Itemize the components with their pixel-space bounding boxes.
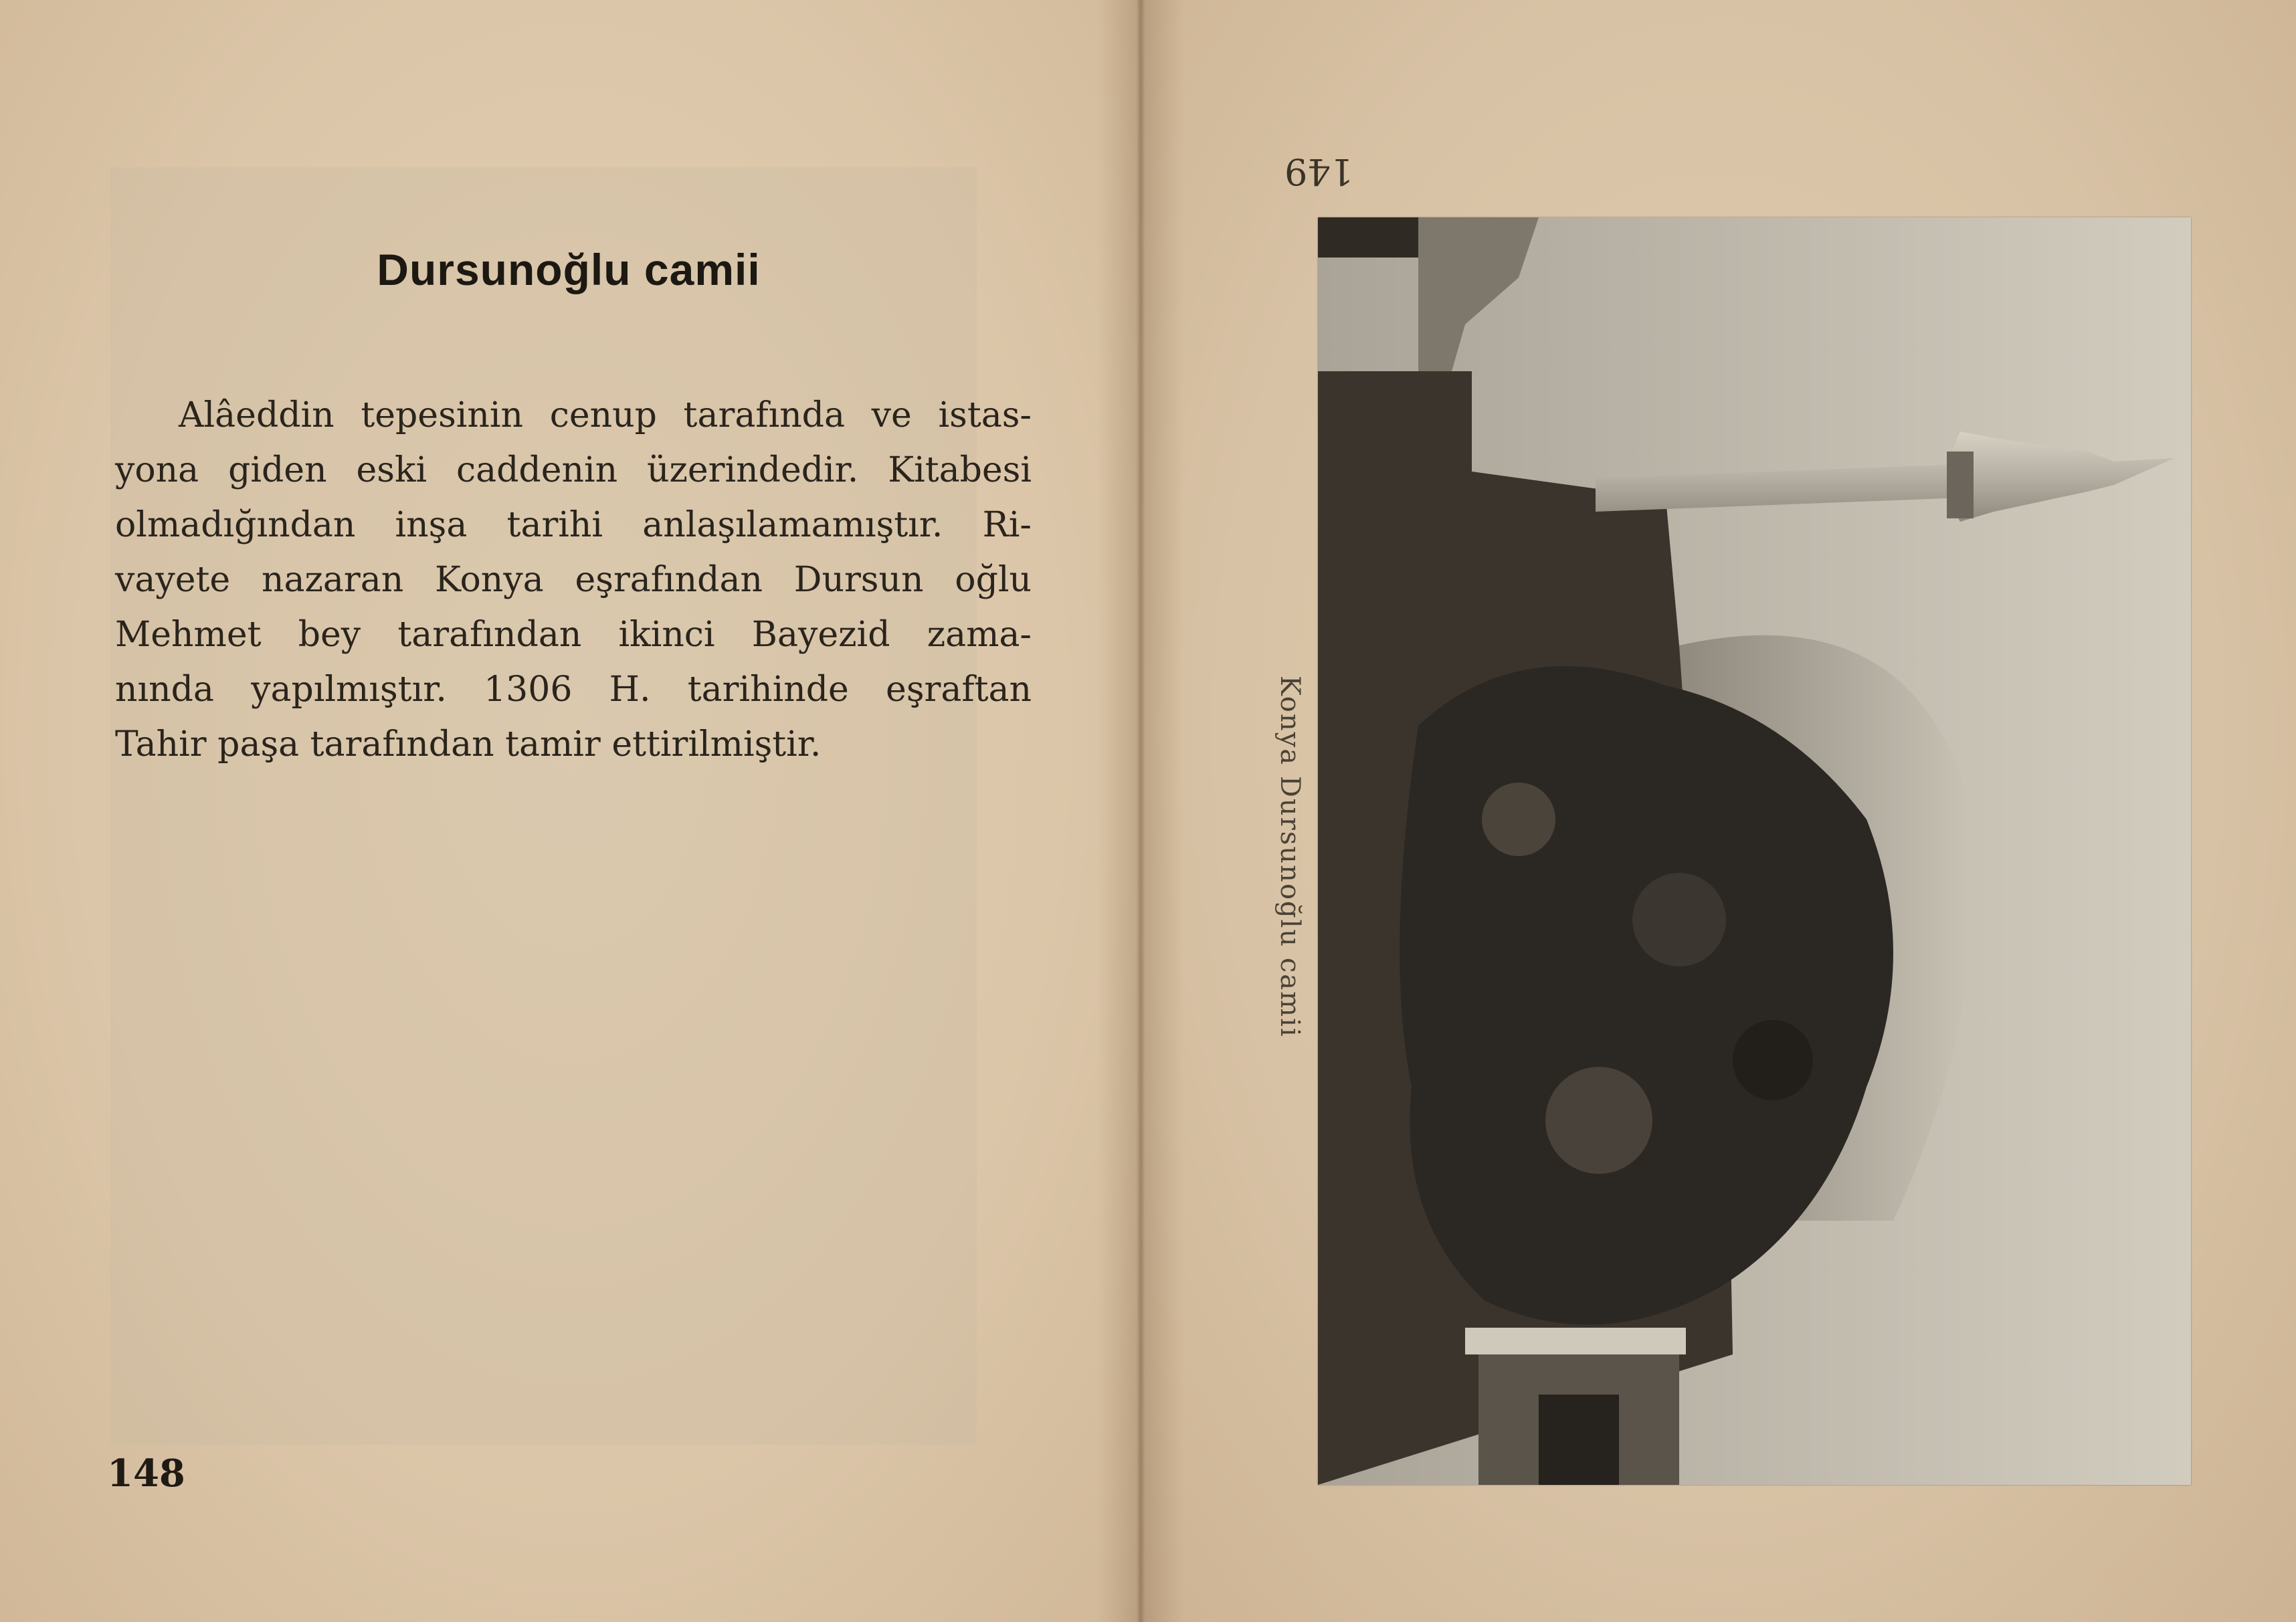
page-number-left: 148 xyxy=(107,1451,185,1496)
book-gutter xyxy=(1097,0,1184,1622)
photo-caption: Konya Dursunoğlu camii xyxy=(1274,676,1305,1038)
text-line: Tahir paşa tarafından tamir ettirilmiştir. xyxy=(115,724,822,765)
doorway xyxy=(1539,1395,1619,1485)
text-line: olmadığından inşa tarihi anlaşılamamıştır. Ri- xyxy=(115,505,1032,545)
body-paragraph xyxy=(115,388,1032,772)
text-line: yona giden eski caddenin üzerindedir. Kitabesi xyxy=(115,450,1032,490)
tree-highlight xyxy=(1632,873,1726,967)
tree-highlight xyxy=(1482,783,1555,856)
text-line: vayete nazaran Konya eşrafından Dursun oğlu xyxy=(115,560,1032,600)
text-line: Alâeddin tepesinin cenup tarafında ve istas- xyxy=(179,395,1032,435)
tree-highlight xyxy=(1733,1020,1813,1100)
text-line: Mehmet bey tarafından ikinci Bayezid zama- xyxy=(115,615,1032,655)
left-page xyxy=(0,0,1141,1622)
portico-beam xyxy=(1465,1328,1686,1354)
minaret-balcony xyxy=(1947,451,1974,518)
mosque-photo-image xyxy=(1318,217,2191,1485)
tree-highlight xyxy=(1545,1067,1652,1174)
text-line: nında yapılmıştır. 1306 H. tarihinde eşraftan xyxy=(115,670,1032,710)
page-number-right: 149 xyxy=(1284,150,1354,193)
mosque-photo xyxy=(1318,217,2191,1485)
page-title: Dursunoğlu camii xyxy=(377,245,761,294)
roof-edge xyxy=(1318,217,1418,258)
show-through-shadow xyxy=(110,167,977,1445)
